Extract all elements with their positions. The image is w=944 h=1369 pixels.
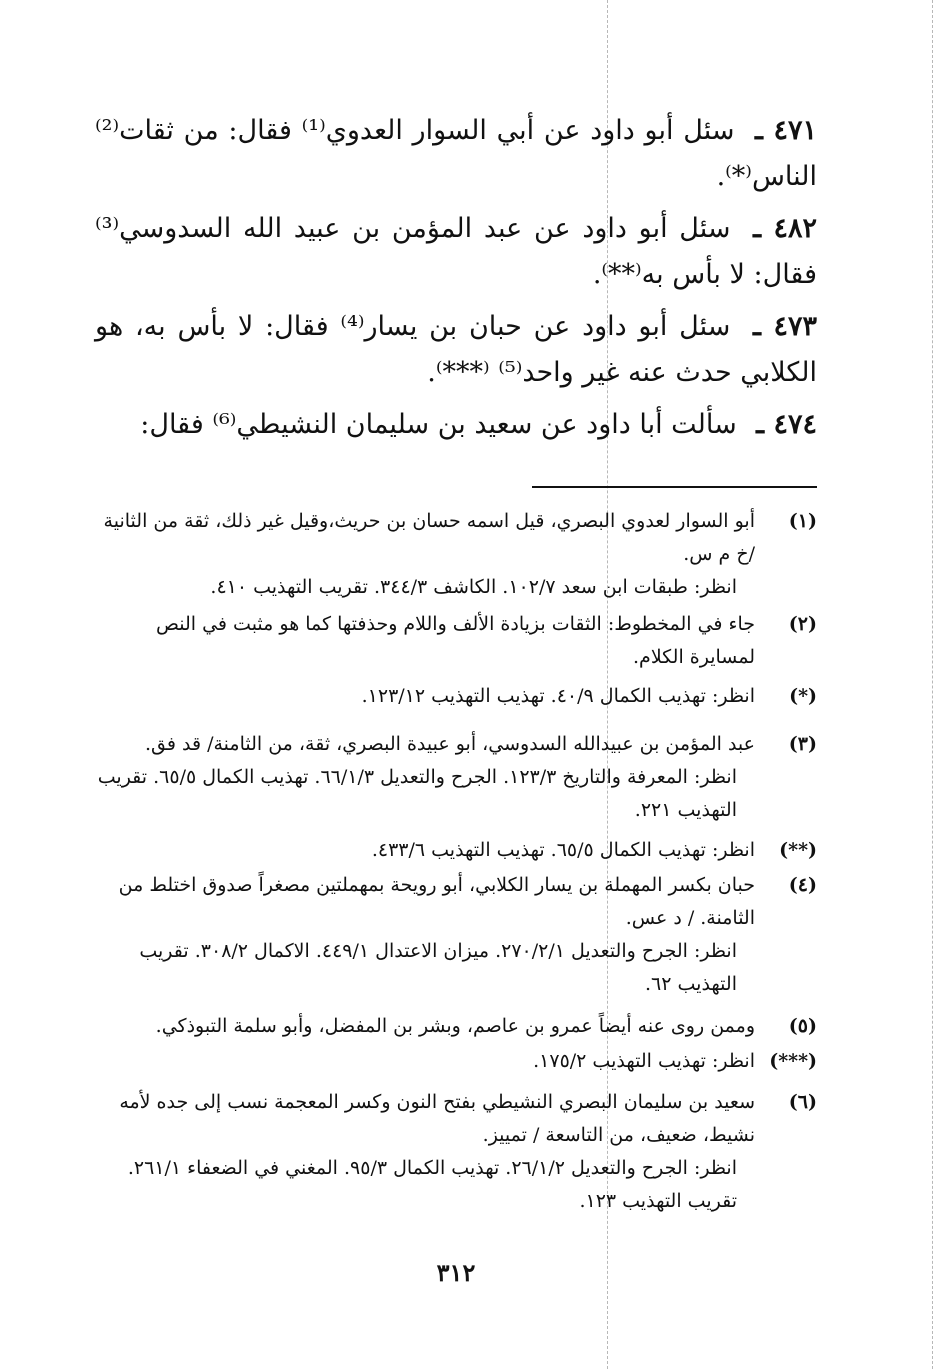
footnote-mark: (**) bbox=[779, 839, 817, 861]
footnote-text: عبد المؤمن بن عبيدالله السدوسي، أبو عبيدة البصري، ثقة، من الثامنة/ قد فق. bbox=[144, 733, 755, 755]
scan-edge-line bbox=[932, 0, 933, 1369]
footnote-6 bbox=[95, 1086, 817, 1218]
footnote-mark: (*) bbox=[789, 685, 817, 707]
entry-number: ٤٧٤ ـ bbox=[756, 409, 817, 440]
entry-473 bbox=[95, 304, 817, 396]
entry-text: سئل أبو داود عن أبي السوار العدوي⁽¹⁾ فقال: من ثقات⁽²⁾ الناس⁽*⁾. bbox=[95, 115, 817, 192]
footnote-text: انظر: تهذيب الكمال ٦٥/٥. تهذيب التهذيب ٤٣٣/٦. bbox=[371, 839, 755, 861]
entry-number: ٤٨٢ ـ bbox=[753, 213, 818, 244]
footnote-separator bbox=[532, 486, 817, 488]
footnote-star-3 bbox=[95, 1045, 817, 1078]
footnote-mark: (٣) bbox=[788, 733, 817, 755]
footnote-5 bbox=[95, 1010, 817, 1043]
footnote-text: انظر: تهذيب الكمال ٤٠/٩. تهذيب التهذيب ١٢٣/١٢. bbox=[361, 685, 755, 707]
footnote-text: حبان بكسر المهملة بن يسار الكلابي، أبو رويحة بمهملتين مصغراً صدوق اختلط من الثامنة. / د عس. bbox=[118, 874, 755, 929]
footnote-ref: انظر: المعرفة والتاريخ ١٢٣/٣. الجرح والتعديل ٦٦/١/٣. تهذيب الكمال ٦٥/٥. تقريب التهذيب ٢٢١. bbox=[97, 766, 737, 821]
footnote-mark: (٦) bbox=[788, 1091, 817, 1113]
entry-text: سئل أبو داود عن عبد المؤمن بن عبيد الله السدوسي⁽³⁾ فقال: لا بأس به⁽**⁾. bbox=[95, 213, 817, 290]
footnote-text: انظر: تهذيب التهذيب ١٧٥/٢. bbox=[533, 1050, 755, 1072]
footnote-text: سعيد بن سليمان البصري النشيطي بفتح النون وكسر المعجمة نسب إلى جده لأمه نشيط، ضعيف، من التاسعة / تمييز. bbox=[119, 1091, 755, 1146]
footnote-ref: انظر: الجرح والتعديل ٢٧٠/٢/١. ميزان الاعتدال ٤٤٩/١. الاكمال ٣٠٨/٢. تقريب التهذيب ٦٢. bbox=[139, 940, 737, 995]
footnote-ref: انظر: طبقات ابن سعد ١٠٢/٧. الكاشف ٣٤٤/٣. تقريب التهذيب ٤١٠. bbox=[210, 576, 737, 598]
entry-471 bbox=[95, 108, 817, 200]
footnote-mark: (٢) bbox=[788, 613, 817, 635]
footnote-1 bbox=[95, 505, 817, 604]
page-number: ٣١٢ bbox=[436, 1258, 476, 1287]
entry-text: سألت أبا داود عن سعيد بن سليمان النشيطي⁽⁶⁾ فقال: bbox=[140, 409, 737, 440]
footnote-mark: (٤) bbox=[788, 874, 817, 896]
footnote-ref: انظر: الجرح والتعديل ٢٦/١/٢. تهذيب الكمال ٩٥/٣. المغني في الضعفاء ٢٦١/١. تقريب التهذيب ١٢٣. bbox=[127, 1157, 737, 1212]
footnote-3 bbox=[95, 728, 817, 827]
footnote-text: جاء في المخطوط: الثقات بزيادة الألف واللام وحذفتها كما هو مثبت في النص لمسايرة الكلام. bbox=[155, 613, 755, 668]
entry-text: سئل أبو داود عن حبان بن يسار⁽⁴⁾ فقال: لا بأس به، هو الكلابي حدث عنه غير واحد⁽⁵⁾ ⁽***⁾. bbox=[95, 311, 817, 388]
entry-474 bbox=[95, 402, 817, 448]
footnote-2 bbox=[95, 608, 817, 674]
footnote-4 bbox=[95, 869, 817, 1001]
footnote-mark: (***) bbox=[769, 1050, 817, 1072]
footnote-mark: (٥) bbox=[788, 1015, 817, 1037]
footnote-star-2 bbox=[95, 834, 817, 867]
entry-482 bbox=[95, 206, 817, 298]
entry-number: ٤٧١ ـ bbox=[755, 115, 818, 146]
footnote-mark: (١) bbox=[788, 510, 817, 532]
entry-number: ٤٧٣ ـ bbox=[752, 311, 818, 342]
footnote-star-1 bbox=[95, 680, 817, 713]
footnote-text: وممن روى عنه أيضاً عمرو بن عاصم، وبشر بن المفضل، وأبو سلمة التبوذكي. bbox=[155, 1015, 755, 1037]
footnote-text: أبو السوار لعدوي البصري، قيل اسمه حسان بن حريث،وقيل غير ذلك، ثقة من الثانية /خ م س. bbox=[103, 510, 755, 565]
